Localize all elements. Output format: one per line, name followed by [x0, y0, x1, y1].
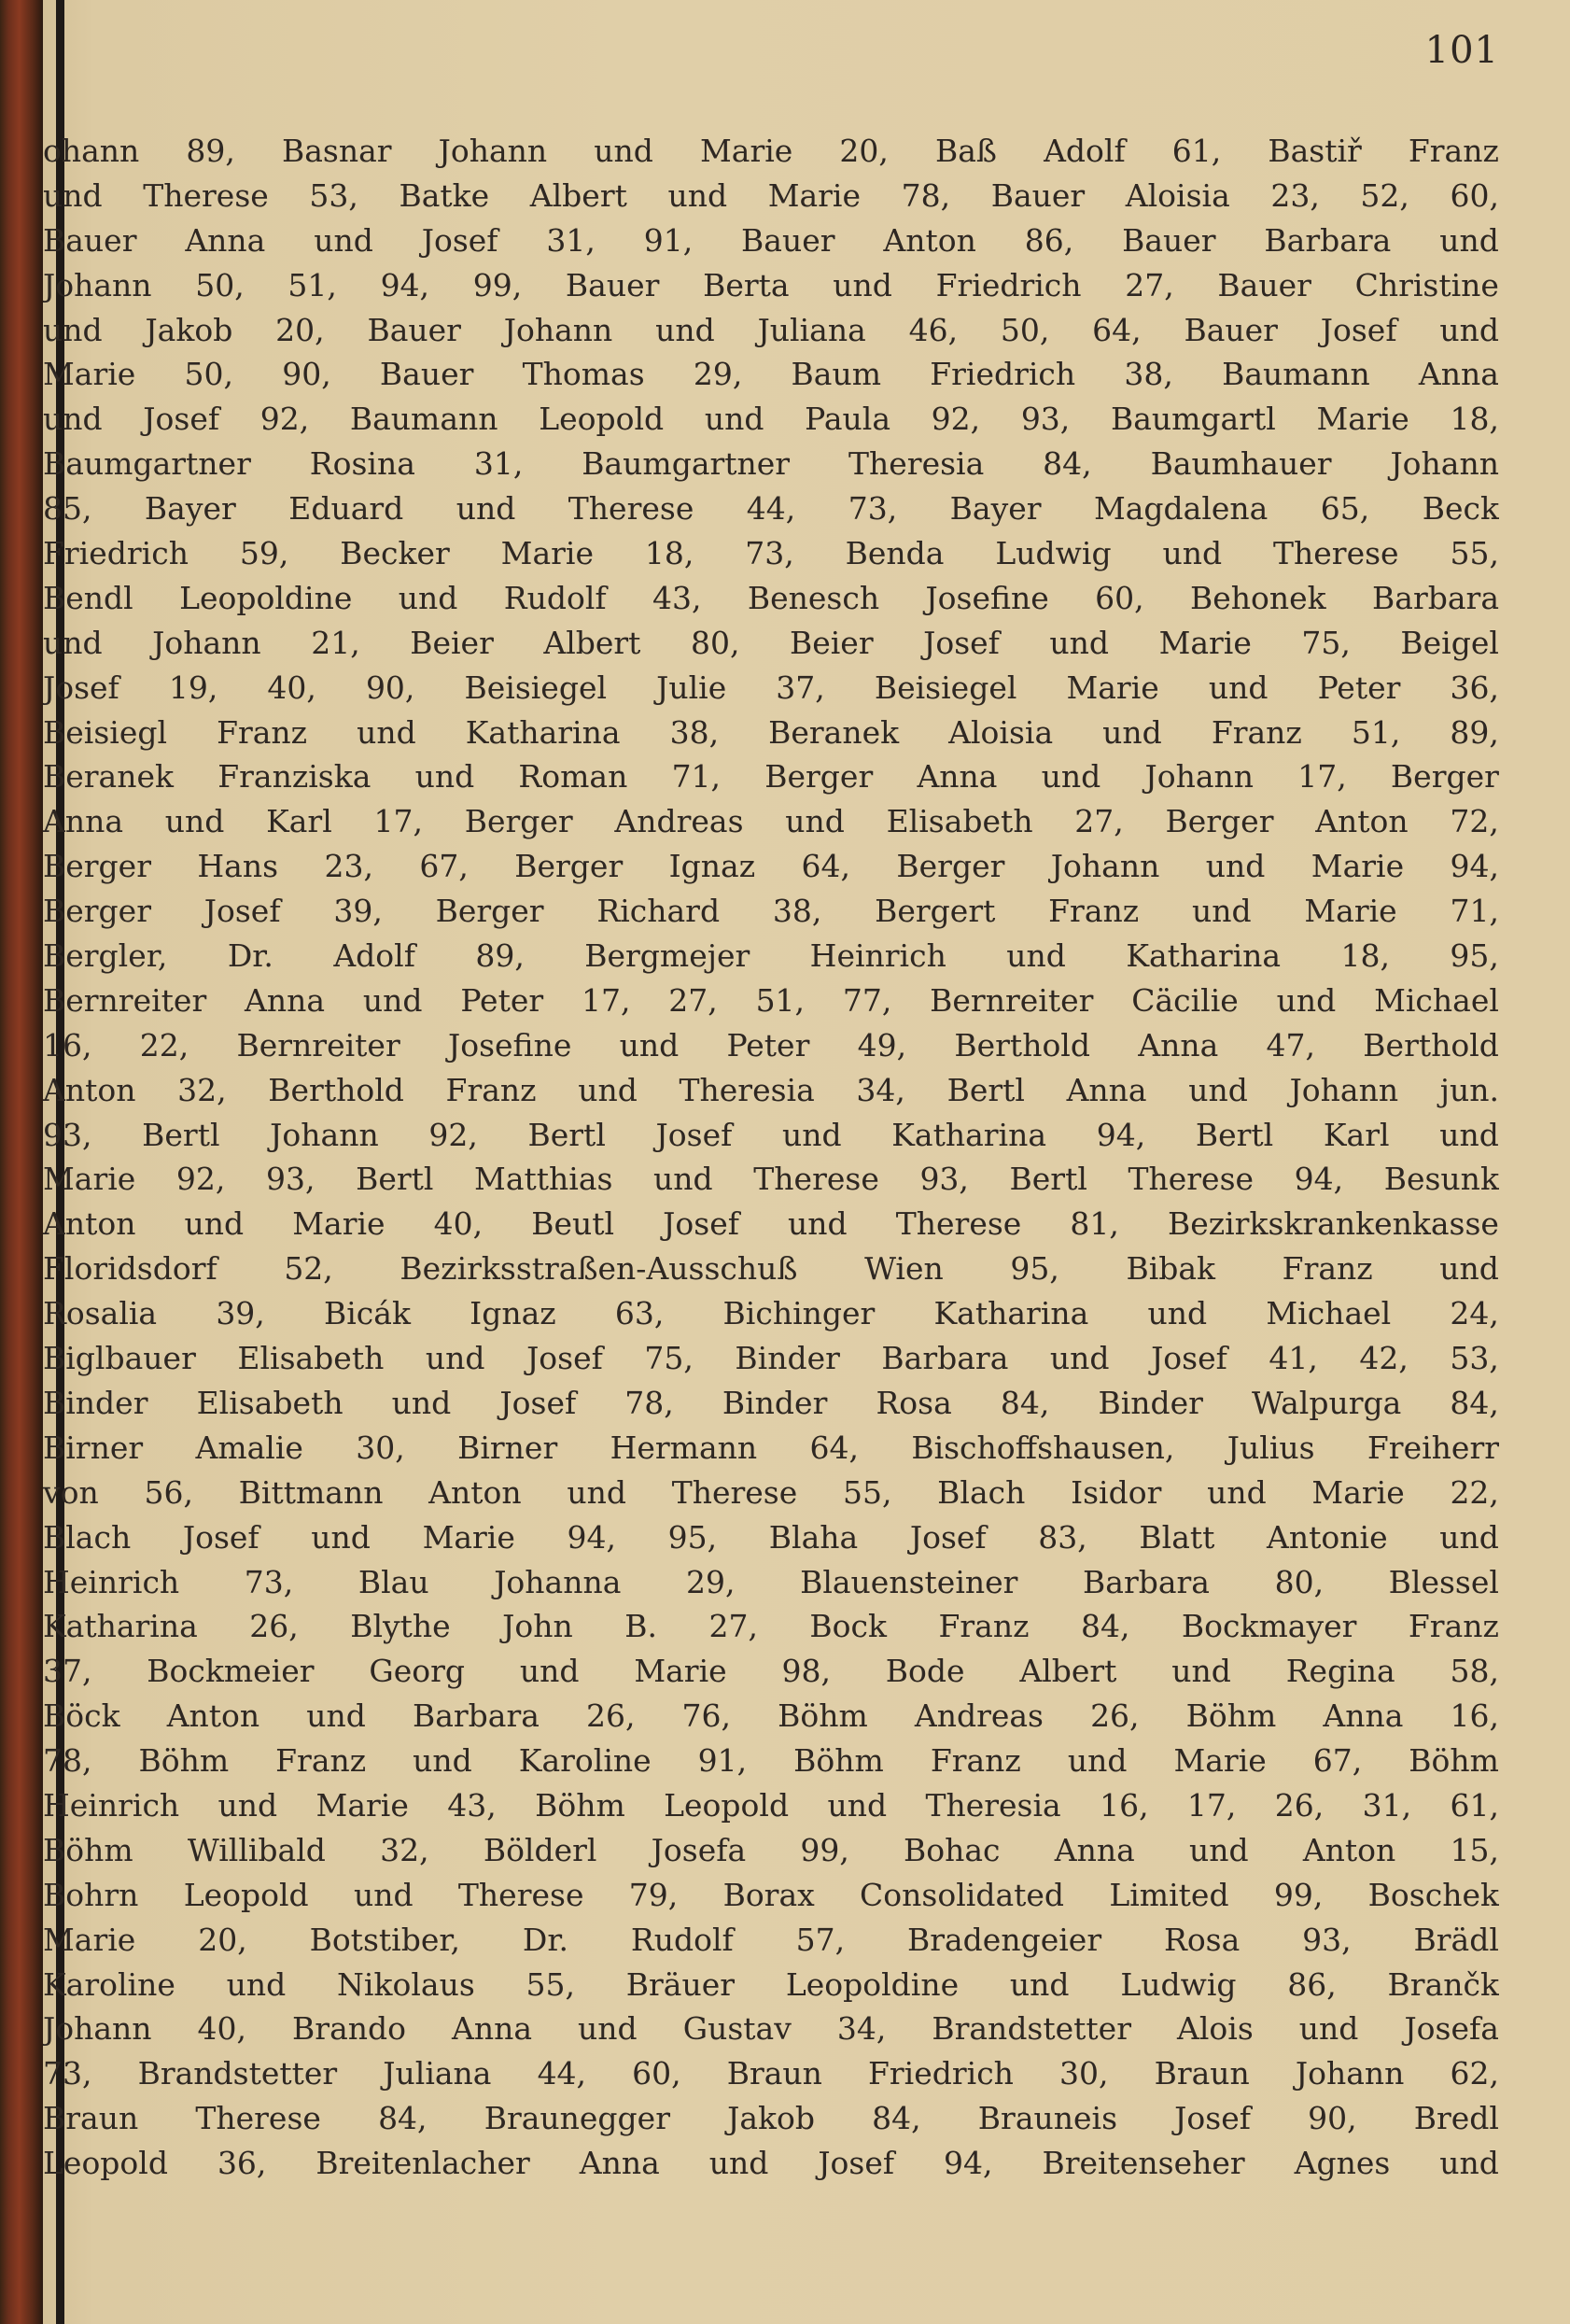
- index-line: Bernreiter Anna und Peter 17, 27, 51, 77, Bernreiter Cäcilie und Michael: [43, 981, 1499, 1019]
- index-line: Heinrich 73, Blau Johanna 29, Blauensteiner Barbara 80, Blessel: [43, 1563, 1499, 1600]
- index-line: Bohrn Leopold und Therese 79, Borax Consolidated Limited 99, Boschek: [43, 1876, 1499, 1913]
- index-line: Birner Amalie 30, Birner Hermann 64, Bischoffshausen, Julius Freiherr: [43, 1429, 1499, 1466]
- index-line: 37, Bockmeier Georg und Marie 98, Bode Albert und Regina 58,: [43, 1653, 1499, 1690]
- index-line: Marie 20, Botstiber, Dr. Rudolf 57, Bradengeier Rosa 93, Brädl: [43, 1921, 1499, 1958]
- index-line: Anna und Karl 17, Berger Andreas und Elisabeth 27, Berger Anton 72,: [43, 803, 1499, 840]
- index-line: 85, Bayer Eduard und Therese 44, 73, Bayer Magdalena 65, Beck: [43, 490, 1499, 528]
- index-line: 73, Brandstetter Juliana 44, 60, Braun Friedrich 30, Braun Johann 62,: [43, 2055, 1499, 2092]
- index-line: Bendl Leopoldine und Rudolf 43, Benesch Josefine 60, Behonek Barbara: [43, 579, 1499, 616]
- index-line: Anton 32, Berthold Franz und Theresia 34, Bertl Anna und Johann jun.: [43, 1071, 1499, 1108]
- index-line: Braun Therese 84, Braunegger Jakob 84, Brauneis Josef 90, Bredl: [43, 2100, 1499, 2137]
- index-line: 16, 22, Bernreiter Josefine und Peter 49, Berthold Anna 47, Berthold: [43, 1026, 1499, 1063]
- index-line: 78, Böhm Franz und Karoline 91, Böhm Franz und Marie 67, Böhm: [43, 1742, 1499, 1780]
- index-line: Bauer Anna und Josef 31, 91, Bauer Anton 86, Bauer Barbara und: [43, 221, 1499, 259]
- index-line: Beranek Franziska und Roman 71, Berger Anna und Johann 17, Berger: [43, 758, 1499, 796]
- book-binding-edge: [0, 0, 43, 2324]
- index-line: und Josef 92, Baumann Leopold und Paula 92, 93, Baumgartl Marie 18,: [43, 401, 1499, 438]
- index-line: Josef 19, 40, 90, Beisiegel Julie 37, Beisiegel Marie und Peter 36,: [43, 669, 1499, 706]
- index-line: und Johann 21, Beier Albert 80, Beier Josef und Marie 75, Beigel: [43, 624, 1499, 661]
- index-line: Blach Josef und Marie 94, 95, Blaha Josef 83, Blatt Antonie und: [43, 1518, 1499, 1556]
- index-line: Berger Hans 23, 67, Berger Ignaz 64, Berger Johann und Marie 94,: [43, 848, 1499, 885]
- index-line: Floridsdorf 52, Bezirksstraßen-Ausschuß Wien 95, Bibak Franz und: [43, 1250, 1499, 1288]
- index-line: Bergler, Dr. Adolf 89, Bergmejer Heinrich und Katharina 18, 95,: [43, 937, 1499, 975]
- index-text-block: [43, 129, 1499, 2186]
- page-number: 101: [1424, 29, 1499, 72]
- index-line: Heinrich und Marie 43, Böhm Leopold und Theresia 16, 17, 26, 31, 61,: [43, 1786, 1499, 1824]
- index-line: Johann 50, 51, 94, 99, Bauer Berta und Friedrich 27, Bauer Christine: [43, 266, 1499, 303]
- index-line: Karoline und Nikolaus 55, Bräuer Leopoldine und Ludwig 86, Brančk: [43, 1965, 1499, 2003]
- index-line: und Jakob 20, Bauer Johann und Juliana 46, 50, 64, Bauer Josef und: [43, 311, 1499, 348]
- index-line: Böhm Willibald 32, Bölderl Josefa 99, Bohac Anna und Anton 15,: [43, 1831, 1499, 1868]
- index-line: Baumgartner Rosina 31, Baumgartner Theresia 84, Baumhauer Johann: [43, 445, 1499, 483]
- index-line: Leopold 36, Breitenlacher Anna und Josef 94, Breitenseher Agnes und: [43, 2145, 1499, 2182]
- index-line: Marie 50, 90, Bauer Thomas 29, Baum Friedrich 38, Baumann Anna: [43, 356, 1499, 393]
- index-line: Rosalia 39, Bicák Ignaz 63, Bichinger Katharina und Michael 24,: [43, 1295, 1499, 1332]
- index-line: Böck Anton und Barbara 26, 76, Böhm Andreas 26, Böhm Anna 16,: [43, 1697, 1499, 1735]
- index-line: Friedrich 59, Becker Marie 18, 73, Benda Ludwig und Therese 55,: [43, 535, 1499, 572]
- index-line: und Therese 53, Batke Albert und Marie 78, Bauer Aloisia 23, 52, 60,: [43, 176, 1499, 214]
- index-line: 93, Bertl Johann 92, Bertl Josef und Katharina 94, Bertl Karl und: [43, 1116, 1499, 1153]
- index-line: Anton und Marie 40, Beutl Josef und Therese 81, Bezirkskrankenkasse: [43, 1205, 1499, 1243]
- index-line: von 56, Bittmann Anton und Therese 55, Blach Isidor und Marie 22,: [43, 1473, 1499, 1511]
- index-line: Berger Josef 39, Berger Richard 38, Bergert Franz und Marie 71,: [43, 893, 1499, 930]
- index-line: Katharina 26, Blythe John B. 27, Bock Franz 84, Bockmayer Franz: [43, 1608, 1499, 1645]
- index-line: Beisiegl Franz und Katharina 38, Beranek Aloisia und Franz 51, 89,: [43, 713, 1499, 751]
- index-line: ohann 89, Basnar Johann und Marie 20, Baß Adolf 61, Bastiř Franz: [43, 133, 1499, 169]
- index-line: Marie 92, 93, Bertl Matthias und Therese 93, Bertl Therese 94, Besunk: [43, 1161, 1499, 1198]
- index-line: Biglbauer Elisabeth und Josef 75, Binder Barbara und Josef 41, 42, 53,: [43, 1340, 1499, 1377]
- index-line: Johann 40, Brando Anna und Gustav 34, Brandstetter Alois und Josefa: [43, 2010, 1499, 2048]
- index-line: Binder Elisabeth und Josef 78, Binder Rosa 84, Binder Walpurga 84,: [43, 1384, 1499, 1421]
